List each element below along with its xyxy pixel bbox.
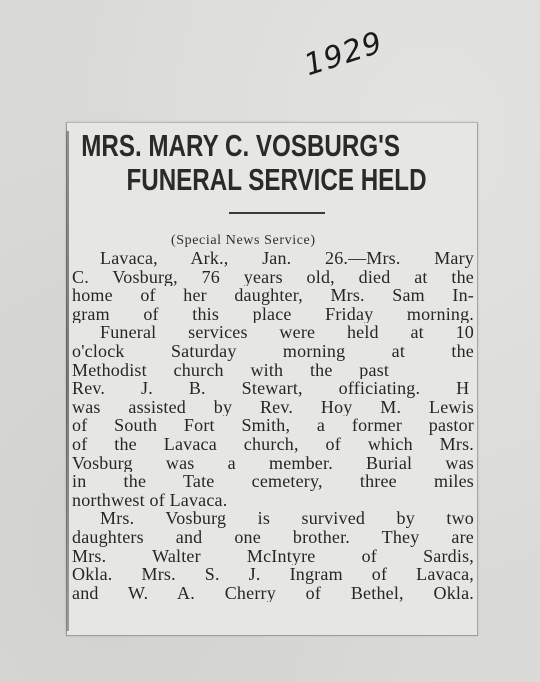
body-line: was assisted by Rev. Hoy M. Lewis	[72, 397, 474, 417]
handwritten-year: 1929	[300, 25, 388, 84]
body-line: northwest of Lavaca.	[72, 490, 228, 510]
body-line: Mrs. Walter McIntyre of Sardis,	[72, 546, 474, 566]
news-service-credit: (Special News Service)	[171, 233, 316, 248]
body-line: o'clock Saturday morning at the	[72, 341, 474, 361]
body-line: daughters and one brother. They are	[72, 527, 474, 547]
body-line: of South Fort Smith, a former pastor	[72, 416, 474, 435]
body-line: Lavaca, Ark., Jan. 26.—Mrs. Mary	[100, 249, 474, 268]
body-line: Vosburg was a member. Burial was	[72, 453, 474, 473]
body-line: Mrs. Vosburg is survived by two	[100, 509, 474, 528]
headline-line-1: MRS. MARY C. VOSBURG'S	[81, 128, 401, 163]
body-line: C. Vosburg, 76 years old, died at the	[72, 267, 474, 287]
body-line: Methodist church with the past	[72, 360, 474, 380]
body-line: Rev. J. B. Stewart, officiating. H	[72, 379, 474, 398]
body-line: of the Lavaca church, of which Mrs.	[72, 434, 474, 454]
body-line: Funeral services were held at 10	[100, 323, 474, 342]
body-line: gram of this place Friday morning.	[72, 304, 474, 324]
body-line: home of her daughter, Mrs. Sam In-	[72, 286, 474, 305]
newspaper-clipping	[66, 122, 478, 636]
clipping-torn-edge	[66, 131, 69, 631]
headline-line-2: FUNERAL SERVICE HELD	[126, 162, 427, 197]
headline	[75, 128, 427, 197]
body-line: Okla. Mrs. S. J. Ingram of Lavaca,	[72, 565, 474, 584]
article-body	[72, 249, 474, 602]
body-line: in the Tate cemetery, three miles	[72, 472, 474, 491]
body-line: and W. A. Cherry of Bethel, Okla.	[72, 583, 474, 603]
headline-divider	[229, 212, 325, 214]
